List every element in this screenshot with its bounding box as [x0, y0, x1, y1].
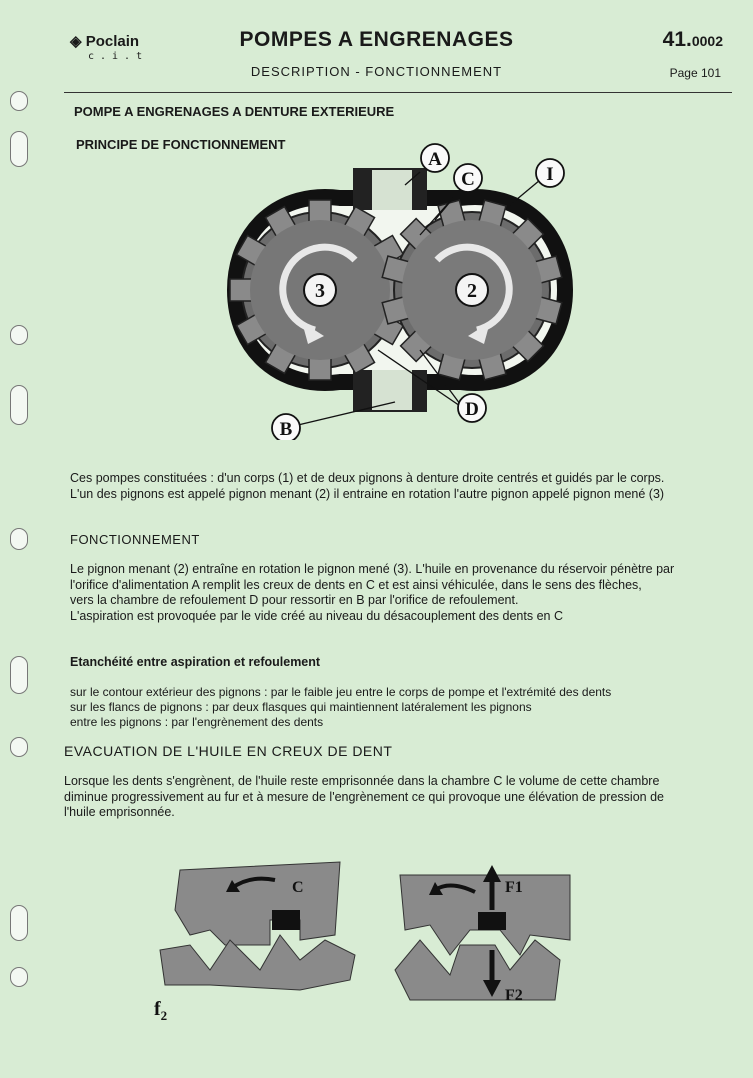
driving-gear-number: 2 — [467, 280, 477, 302]
binder-hole — [10, 967, 28, 987]
binder-hole — [10, 131, 28, 167]
section-heading: POMPE A ENGRENAGES A DENTURE EXTERIEURE — [74, 104, 395, 119]
label-c: C — [461, 169, 475, 190]
label-f2-force: F2 — [505, 987, 523, 1004]
document-number — [663, 28, 723, 52]
section-subheading: PRINCIPE DE FONCTIONNEMENT — [76, 137, 286, 152]
label-f2: $f_2$ — [154, 998, 168, 1023]
label-b: B — [279, 419, 293, 440]
doc-number-main: 41. — [662, 28, 692, 51]
brand-subtitle: c.i.t — [88, 51, 149, 62]
evacuation-heading: EVACUATION DE L'HUILE EN CREUX DE DENT — [64, 743, 393, 759]
text-line: Ces pompes constituées : d'un corps (1) et de deux pignons à denture droite centrés et guidés par le corps. — [70, 471, 665, 485]
label-a: A — [428, 149, 442, 170]
text-line: l'orifice d'alimentation A remplit les creux de dents en C et est ainsi véhiculée, dans le sens des flèches, — [70, 577, 642, 592]
gear-pump-diagram — [220, 140, 580, 440]
doc-number-sub: 0002 — [691, 33, 723, 49]
binder-hole — [10, 737, 28, 757]
meshing-figure-right — [395, 865, 570, 1004]
label-d: D — [465, 399, 479, 420]
text-line: entre les pignons : par l'engrènement des dents — [70, 715, 324, 729]
diamond-icon: ◈ — [70, 33, 82, 50]
binder-hole — [10, 656, 28, 694]
driven-gear-number: 3 — [315, 280, 325, 302]
driving-gear — [382, 200, 562, 380]
fonctionnement-heading: FONCTIONNEMENT — [70, 532, 200, 547]
left-label-c: C — [292, 879, 304, 896]
text-line: sur les flancs de pignons : par deux flasques qui maintiennent latéralement les pignons — [70, 700, 532, 714]
text-line: Le pignon menant (2) entraîne en rotation le pignon mené (3). L'huile en provenance du réservoir pénètre par — [70, 562, 675, 576]
fonctionnement-paragraph — [70, 562, 734, 624]
label-f1: F1 — [505, 879, 523, 896]
text-line: diminue progressivement au fur et à mesure de l'engrènement ce qui provoque une élévation de pression de — [64, 789, 664, 804]
binder-hole — [10, 385, 28, 425]
binder-hole — [10, 528, 28, 550]
page-title: POMPES A ENGRENAGES — [239, 28, 514, 51]
etancheite-paragraph — [70, 685, 734, 730]
text-line: Lorsque les dents s'engrènent, de l'huile reste emprisonnée dans la chambre C le volume de cette chambre — [64, 774, 660, 788]
text-line: l'huile emprisonnée. — [64, 805, 175, 819]
page-subtitle: DESCRIPTION - FONCTIONNEMENT — [250, 64, 503, 79]
binder-hole — [10, 325, 28, 345]
meshing-figure-left — [154, 862, 355, 1023]
text-line: sur le contour extérieur des pignons : par le faible jeu entre le corps de pompe et l'extrémité des dents — [70, 685, 612, 699]
binder-hole — [10, 91, 28, 111]
text-line: L'aspiration est provoquée par le vide créé au niveau du désacouplement des dents en C — [70, 608, 563, 623]
page-number: Page 101 — [669, 66, 721, 80]
tooth-meshing-figures — [150, 850, 590, 1030]
label-i: I — [546, 164, 554, 185]
text-line: L'un des pignons est appelé pignon menant (2) il entraine en rotation l'autre pignon appelé pignon mené (3) — [70, 486, 665, 501]
intro-paragraph — [70, 471, 734, 502]
header-divider — [64, 92, 732, 93]
text-line: vers la chambre de refoulement D pour ressortir en B par l'orifice de refoulement. — [70, 593, 519, 607]
evacuation-paragraph — [64, 774, 734, 821]
etancheite-heading: Etanchéité entre aspiration et refoulement — [70, 655, 321, 669]
brand-name: Poclain — [85, 33, 140, 50]
binder-hole — [10, 905, 28, 941]
